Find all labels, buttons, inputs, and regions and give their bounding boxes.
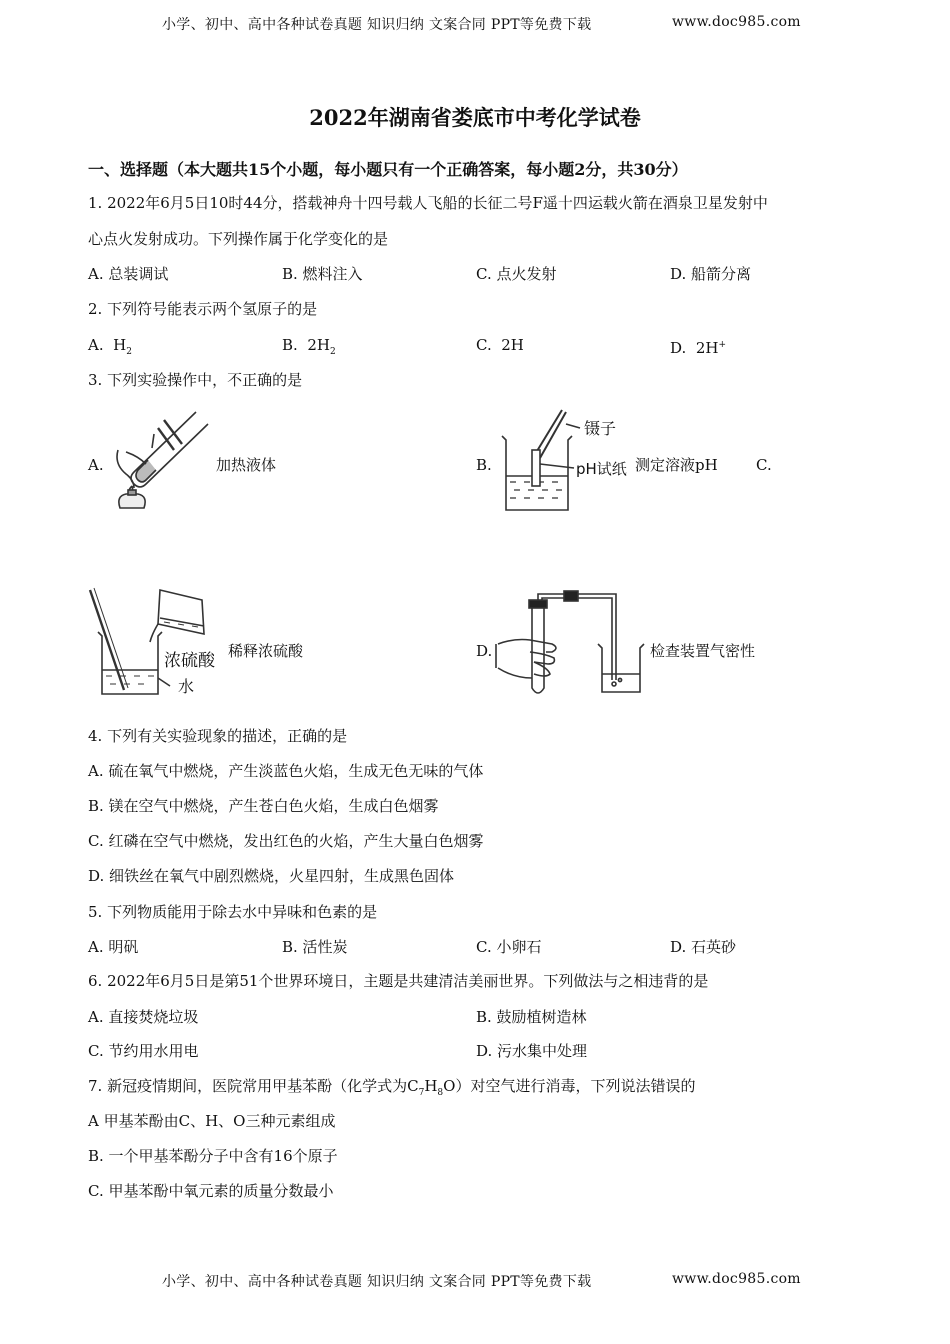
q1-option-b: B. 燃料注入 xyxy=(282,265,363,283)
q3-figure-airtightness xyxy=(494,588,644,702)
q2-option-d-formula: 2H+ xyxy=(695,339,726,357)
q3-option-c-label: C. xyxy=(756,456,772,474)
q1-option-c: C. 点火发射 xyxy=(476,265,557,283)
footer-url: www.doc985.com xyxy=(672,1271,801,1287)
q4-option-c: C. 红磷在空气中燃烧，发出红色的火焰，产生大量白色烟雾 xyxy=(88,832,484,850)
q2-option-d-label: D. xyxy=(670,339,687,357)
q3-fig-acid-label: 浓硫酸 xyxy=(164,651,215,671)
q3-option-d-label: D. xyxy=(476,642,493,660)
q4-option-b: B. 镁在空气中燃烧，产生苍白色火焰，生成白色烟雾 xyxy=(88,797,439,815)
q6-option-d: D. 污水集中处理 xyxy=(476,1042,588,1060)
q4-option-a: A. 硫在氧气中燃烧，产生淡蓝色火焰，生成无色无味的气体 xyxy=(88,762,484,780)
q3-fig-water-label: 水 xyxy=(178,677,195,696)
q6-stem: 6. 2022年6月5日是第51个世界环境日，主题是共建清洁美丽世界。下列做法与之相违背的是 xyxy=(88,972,709,990)
q3-option-d-caption: 检查装置气密性 xyxy=(650,642,756,660)
q6-option-a: A. 直接焚烧垃圾 xyxy=(88,1008,199,1026)
q2-stem: 2. 下列符号能表示两个氢原子的是 xyxy=(88,300,318,318)
q3-option-b-label: B. xyxy=(476,456,492,474)
q3-figure-dilute-acid xyxy=(86,582,226,700)
q5-option-c: C. 小卵石 xyxy=(476,938,542,956)
footer-promo-text: 小学、初中、高中各种试卷真题 知识归纳 文案合同 PPT等免费下载 xyxy=(162,1274,592,1290)
q7-stem-post: ）对空气进行消毒，下列说法错误的 xyxy=(455,1077,696,1095)
q5-option-a: A. 明矾 xyxy=(88,938,139,956)
q3-figure-ph-test xyxy=(496,400,646,518)
q2-option-d xyxy=(670,335,726,358)
q3-option-a-label: A. xyxy=(88,456,104,474)
header-promo-text: 小学、初中、高中各种试卷真题 知识归纳 文案合同 PPT等免费下载 xyxy=(162,17,592,33)
q1-stem-line2: 心点火发射成功。下列操作属于化学变化的是 xyxy=(88,230,389,248)
q6-option-c: C. 节约用水用电 xyxy=(88,1042,199,1060)
q1-option-d: D. 船箭分离 xyxy=(670,265,752,283)
q7-stem xyxy=(88,1076,695,1103)
q3-fig-tweezers-label: 镊子 xyxy=(584,419,617,438)
q2-option-c-formula: 2H xyxy=(501,336,524,354)
q5-stem: 5. 下列物质能用于除去水中异味和色素的是 xyxy=(88,903,378,921)
q2-option-a xyxy=(88,335,132,362)
q3-option-c-caption: 稀释浓硫酸 xyxy=(228,642,304,660)
q3-figure-heating-liquid xyxy=(104,404,214,514)
exam-title: 2022年湖南省娄底市中考化学试卷 xyxy=(309,105,641,130)
q5-option-b: B. 活性炭 xyxy=(282,938,348,956)
q2-option-a-label: A. xyxy=(88,336,104,354)
q1-option-a: A. 总装调试 xyxy=(88,265,169,283)
q4-option-d: D. 细铁丝在氧气中剧烈燃烧，火星四射，生成黑色固体 xyxy=(88,867,455,885)
q4-stem: 4. 下列有关实验现象的描述，正确的是 xyxy=(88,727,348,745)
q2-option-c xyxy=(476,335,524,355)
q7-option-a: A 甲基苯酚由C、H、O三种元素组成 xyxy=(88,1112,336,1130)
q3-option-b-caption: 测定溶液pH xyxy=(635,456,718,474)
q7-formula: $C_7H_8O$ xyxy=(407,1077,456,1098)
q7-option-c: C. 甲基苯酚中氧元素的质量分数最小 xyxy=(88,1182,334,1200)
q7-option-b: B. 一个甲基苯酚分子中含有16个原子 xyxy=(88,1147,338,1165)
q3-fig-ph-paper-label: pH试纸 xyxy=(576,460,627,478)
q5-option-d: D. 石英砂 xyxy=(670,938,737,956)
q3-option-a-caption: 加热液体 xyxy=(216,456,277,474)
q3-stem: 3. 下列实验操作中，不正确的是 xyxy=(88,371,303,389)
q6-option-b: B. 鼓励植树造林 xyxy=(476,1008,587,1026)
q2-option-b-formula: $2H_2$ xyxy=(307,336,336,357)
q2-option-c-label: C. xyxy=(476,336,492,354)
q2-option-b-label: B. xyxy=(282,336,298,354)
section-heading: 一、选择题（本大题共15个小题，每小题只有一个正确答案，每小题2分，共30分） xyxy=(88,160,688,179)
q2-option-a-formula: $H_2$ xyxy=(113,336,132,357)
header-url: www.doc985.com xyxy=(672,14,801,30)
q2-option-b xyxy=(282,335,336,362)
q7-stem-pre: 7. 新冠疫情期间，医院常用甲基苯酚（化学式为 xyxy=(88,1077,408,1095)
q1-stem-line1: 1. 2022年6月5日10时44分，搭载神舟十四号载人飞船的长征二号F遥十四运载火箭在酒泉卫星发射中 xyxy=(88,194,768,212)
